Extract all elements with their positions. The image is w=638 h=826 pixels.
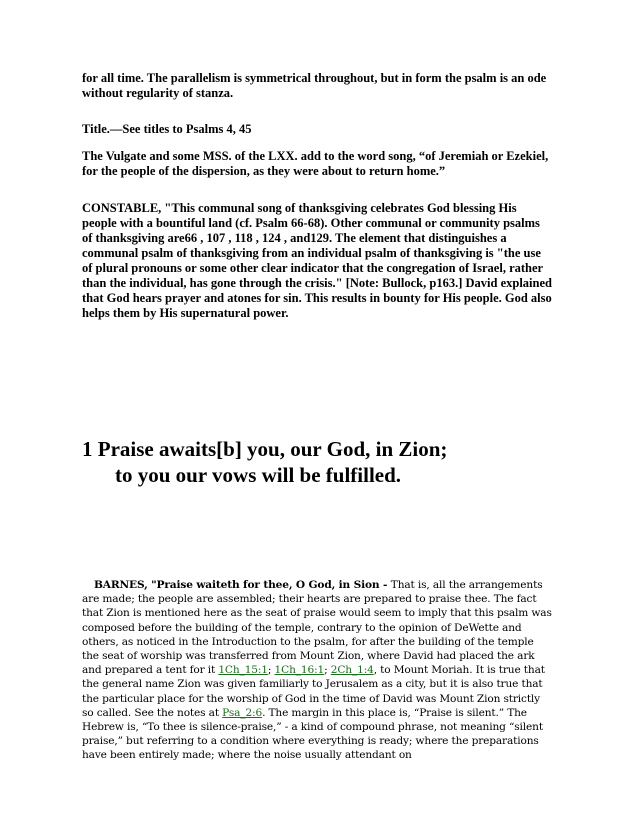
separator: ; — [324, 664, 331, 677]
scripture-link-psa-2-6[interactable]: Psa_2:6 — [222, 706, 263, 719]
verse-text — [82, 436, 582, 488]
barnes-text-1: That is, all the arrangements are made; the people are assembled; their hearts are prepared to praise thee. The fact that Zion is mentioned here as the seat of praise would seem to imply that this psalm was composed before the building of the temple, contrary to the opinion of DeWette and others, as noticed in the Introduction to the psalm, for after the building of the temple the seat of worship was transferred from Mount Zion, where David had placed the ark and prepared a tent for it — [82, 579, 552, 677]
verse-line-2: to you our vows will be fulfilled. — [115, 463, 402, 487]
scripture-link-1ch-15-1[interactable]: 1Ch_15:1 — [218, 664, 268, 677]
paragraph-title-note: Title.—See titles to Psalms 4, 45 — [82, 122, 252, 136]
barnes-text-2: , to Mount Moriah. It is true that the general name Zion was given familiarly to Jerusalem as a city, but it is also true that the particular place for the worship of God in the time of David was Mount Zion strictly so called. See the notes at — [82, 664, 545, 719]
paragraph-barnes — [82, 578, 552, 763]
barnes-text-3: . The margin in this place is, “Praise is silent.” The Hebrew is, “To thee is silence-praise,” - a kind of compound phrase, not meaning “silent praise,” but referring to a condition where everything is ready; where the preparations have been entirely made; where the noise usually attendant on — [82, 706, 543, 762]
verse-line-1: 1 Praise awaits[b] you, our God, in Zion; — [82, 437, 448, 461]
scripture-link-2ch-1-4[interactable]: 2Ch_1:4 — [330, 664, 374, 677]
scripture-link-1ch-16-1[interactable]: 1Ch_16:1 — [274, 664, 325, 677]
paragraph-constable: CONSTABLE, "This communal song of thanksgiving celebrates God blessing His people with a bountiful land (cf. Psalm 66-68). Other communal or community psalms of thanksgiving are66 , 107 , 118 , 124 , and129. The element that distinguishes a communal psalm of thanksgiving from an individual psalm of thanksgiving is "the use of plural pronouns or some other clear indicator that the congregation of Israel, rather than the individual, has gone through the crisis." [Note: Bullock, p163.] David explained that God hears prayer and atones for sin. This results in bounty for His people. God also helps them by His supernatural power. — [82, 201, 552, 320]
barnes-heading: BARNES, "Praise waiteth for thee, O God, in Sion - — [94, 579, 391, 591]
paragraph-parallelism: for all time. The parallelism is symmetrical throughout, but in form the psalm is an ode without regularity of stanza. — [82, 71, 547, 100]
paragraph-vulgate-note: The Vulgate and some MSS. of the LXX. add to the word song, “of Jeremiah or Ezekiel, for the people of the dispersion, as they were about to return home.” — [82, 149, 549, 178]
separator: ; — [267, 664, 275, 677]
